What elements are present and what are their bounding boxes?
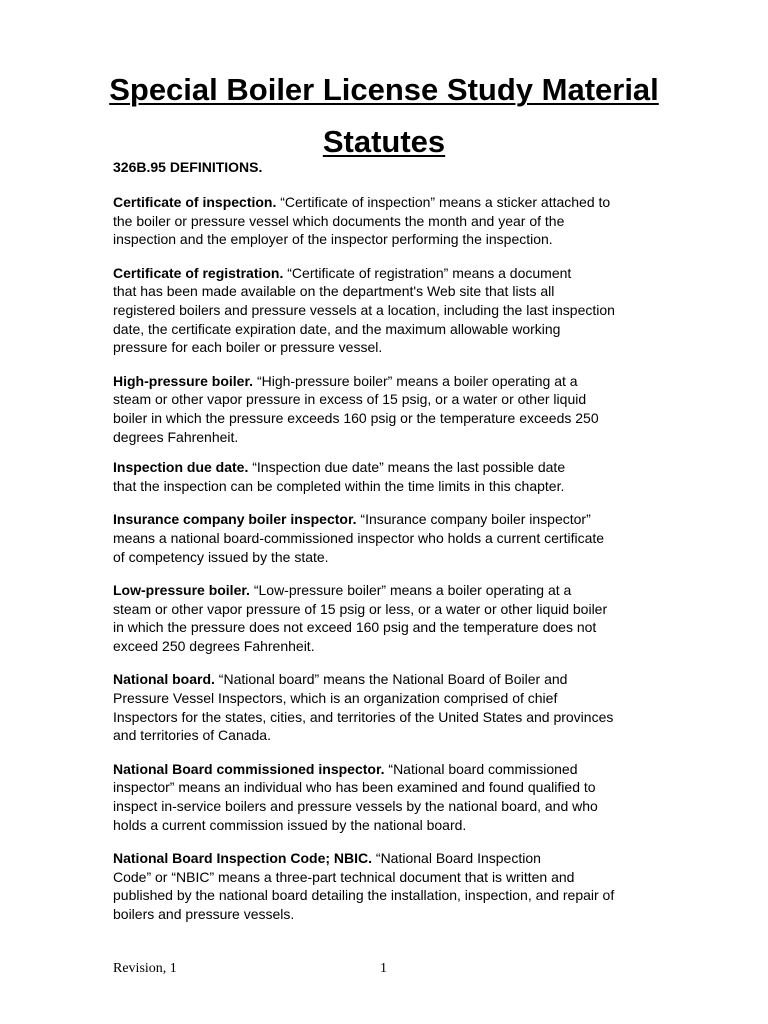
definition-line	[113, 618, 658, 637]
definition-text: boiler in which the pressure exceeds 160 psig or the temperature exceeds 250	[113, 409, 599, 426]
definition-line	[113, 193, 658, 212]
definition-line	[113, 282, 658, 301]
definition-text: date, the certificate expiration date, and the maximum allowable working	[113, 320, 561, 337]
footer-revision: Revision, 1	[113, 961, 177, 976]
definition-text: inspector” means an individual who has been examined and found qualified to	[113, 779, 596, 796]
definition-text: in which the pressure does not exceed 160 psig and the temperature does not	[113, 619, 597, 636]
definition-text: “Insurance company boiler inspector”	[360, 511, 591, 528]
definition-text: means a national board-commissioned inspector who holds a current certificate	[113, 529, 605, 546]
definition-line	[113, 708, 658, 727]
definition-line	[113, 212, 658, 231]
definition-line	[113, 760, 658, 779]
definition-line	[113, 301, 658, 320]
definition-text: and territories of Canada.	[113, 727, 271, 744]
definition-term: Low-pressure boiler.	[113, 582, 250, 599]
definition-paragraph	[113, 264, 658, 357]
definition-text: “Certificate of registration” means a document	[287, 264, 572, 281]
definition-text: exceed 250 degrees Fahrenheit.	[113, 637, 315, 654]
definition-text: holds a current commission issued by the national board.	[113, 816, 467, 833]
definition-text: “High-pressure boiler” means a boiler operating at a	[256, 372, 578, 389]
definition-text: “National board” means the National Board of Boiler and	[218, 671, 568, 688]
definition-text: inspection and the employer of the inspector performing the inspection.	[113, 231, 553, 248]
definition-paragraph	[113, 510, 658, 566]
definition-line	[113, 849, 658, 868]
definition-term: National Board Inspection Code; NBIC.	[113, 850, 373, 867]
definition-text: steam or other vapor pressure of 15 psig or less, or a water or other liquid boiler	[113, 600, 608, 617]
definition-line	[113, 726, 658, 745]
definition-term: Insurance company boiler inspector.	[113, 511, 357, 528]
definition-text: boilers and pressure vessels.	[113, 906, 295, 922]
definition-text: Code” or “NBIC” means a three-part technical document that is written and	[113, 868, 575, 885]
definition-text: the boiler or pressure vessel which documents the month and year of the	[113, 212, 565, 229]
definition-text: Inspectors for the states, cities, and territories of the United States and provinces	[113, 708, 614, 725]
definition-line	[113, 390, 658, 409]
definition-line	[113, 338, 658, 357]
definition-paragraph	[113, 372, 658, 446]
definition-paragraph	[113, 760, 658, 834]
definition-line	[113, 689, 658, 708]
definitions-list	[113, 193, 658, 924]
definition-term: Certificate of inspection.	[113, 194, 277, 210]
definition-text: “Low-pressure boiler” means a boiler operating at a	[253, 582, 572, 599]
definition-paragraph	[113, 193, 658, 249]
definition-paragraph	[113, 670, 658, 744]
definition-text: inspect in-service boilers and pressure vessels by the national board, and who	[113, 798, 598, 815]
definition-text: “Inspection due date” means the last possible date	[252, 459, 566, 476]
definition-line	[113, 670, 658, 689]
definition-line	[113, 548, 658, 567]
definition-line	[113, 868, 658, 887]
definition-text: steam or other vapor pressure in excess of 15 psig, or a water or other liquid	[113, 391, 587, 408]
definition-text: that has been made available on the department's Web site that lists all	[113, 283, 555, 300]
definition-line	[113, 581, 658, 600]
definition-line	[113, 816, 658, 835]
definition-text: “National Board Inspection	[375, 850, 541, 867]
definition-text: registered boilers and pressure vessels at a location, including the last inspection	[113, 301, 615, 318]
definition-text: pressure for each boiler or pressure vessel.	[113, 339, 383, 356]
definition-term: Certificate of registration.	[113, 264, 284, 281]
document-subtitle: Statutes	[322, 124, 446, 159]
definition-paragraph	[113, 581, 658, 655]
footer-page-number: 1	[380, 961, 387, 976]
definition-line	[113, 477, 658, 496]
definition-term: High-pressure boiler.	[113, 372, 254, 389]
definition-line	[113, 510, 658, 529]
document-title: Special Boiler License Study Material	[109, 72, 659, 107]
definition-text: “Certificate of inspection” means a sticker attached to	[280, 194, 611, 210]
definition-text: “National board commissioned	[388, 760, 578, 777]
definition-term: National Board commissioned inspector.	[113, 760, 385, 777]
definition-line	[113, 320, 658, 339]
definition-term: National board.	[113, 671, 215, 688]
definition-line	[113, 458, 658, 477]
definition-line	[113, 372, 658, 391]
definition-text: that the inspection can be completed within the time limits in this chapter.	[113, 477, 565, 494]
definition-line	[113, 264, 658, 283]
definition-line	[113, 529, 658, 548]
definition-line	[113, 797, 658, 816]
definition-paragraph	[113, 458, 658, 495]
definition-text: published by the national board detailing the installation, inspection, and repair of	[113, 887, 615, 904]
definition-line	[113, 409, 658, 428]
definition-paragraph	[113, 849, 658, 923]
definition-text: degrees Fahrenheit.	[113, 428, 239, 445]
definition-line	[113, 600, 658, 619]
definition-line	[113, 905, 658, 924]
definition-line	[113, 637, 658, 656]
section-heading: 326B.95 DEFINITIONS.	[113, 159, 263, 175]
definition-line	[113, 886, 658, 905]
definition-term: Inspection due date.	[113, 459, 249, 476]
definition-text: Pressure Vessel Inspectors, which is an organization comprised of chief	[113, 690, 558, 707]
definition-line	[113, 778, 658, 797]
definition-line	[113, 428, 658, 447]
definition-line	[113, 230, 658, 249]
definition-text: of competency issued by the state.	[113, 548, 329, 565]
